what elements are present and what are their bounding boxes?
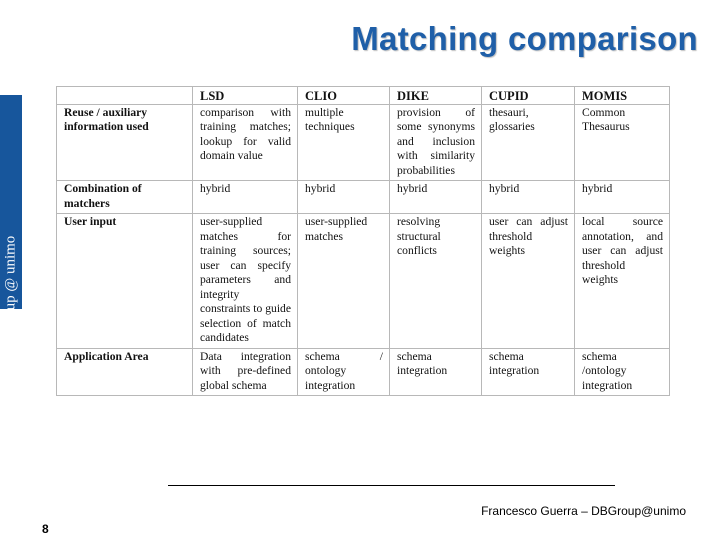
table-cell: hybrid <box>482 181 575 214</box>
column-header-empty <box>57 87 193 105</box>
table-row <box>57 348 670 396</box>
table-cell: resolving structural conflicts <box>390 214 482 349</box>
side-banner <box>0 95 22 359</box>
table-header-row <box>57 87 670 105</box>
column-header-lsd: LSD <box>193 87 298 105</box>
table-cell: Common Thesaurus <box>575 104 670 181</box>
table-cell: hybrid <box>390 181 482 214</box>
table-cell: Data integration with pre-defined global schema <box>193 348 298 396</box>
column-header-cupid: CUPID <box>482 87 575 105</box>
table-cell: schema integration <box>482 348 575 396</box>
column-header-dike: DIKE <box>390 87 482 105</box>
table-cell: schema / ontology integration <box>298 348 390 396</box>
comparison-table <box>56 86 670 396</box>
slide-title: Matching comparison <box>351 20 698 57</box>
table-cell: hybrid <box>575 181 670 214</box>
row-header-user-input: User input <box>57 214 193 349</box>
table-cell: schema integration <box>390 348 482 396</box>
table-cell: user-supplied matches <box>298 214 390 349</box>
row-header-combination: Combination of matchers <box>57 181 193 214</box>
table-cell: user can adjust threshold weights <box>482 214 575 349</box>
table-cell: hybrid <box>298 181 390 214</box>
footer-credit: Francesco Guerra – DBGroup@unimo <box>481 504 686 518</box>
footer-divider <box>168 485 615 486</box>
side-banner-label: DB Group @ unimo <box>2 235 19 359</box>
table-cell: multiple techniques <box>298 104 390 181</box>
column-header-clio: CLIO <box>298 87 390 105</box>
table-cell: hybrid <box>193 181 298 214</box>
table-cell: provision of some synonyms and inclusion with similarity probabilities <box>390 104 482 181</box>
table-row <box>57 104 670 181</box>
table-cell: user-supplied matches for training sources; user can specify parameters and integrity constraints to guide selection of match candidates <box>193 214 298 349</box>
table-row <box>57 181 670 214</box>
row-header-application-area: Application Area <box>57 348 193 396</box>
row-header-reuse: Reuse / auxiliary information used <box>57 104 193 181</box>
table-cell: schema /ontology integration <box>575 348 670 396</box>
table-cell: comparison with training matches; lookup for valid domain value <box>193 104 298 181</box>
page-number: 8 <box>42 522 49 536</box>
column-header-momis: MOMIS <box>575 87 670 105</box>
table-row <box>57 214 670 349</box>
table-cell: thesauri, glossaries <box>482 104 575 181</box>
table-cell: local source annotation, and user can adjust threshold weights <box>575 214 670 349</box>
